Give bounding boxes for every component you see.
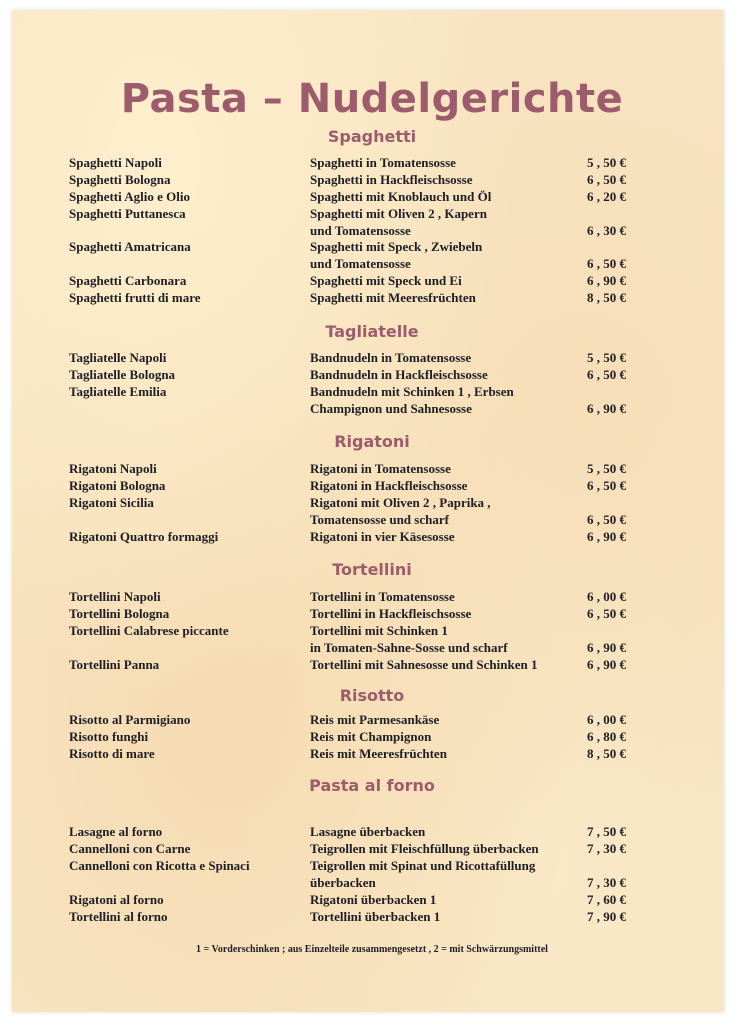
dish-price: 6 , 90 €: [587, 657, 626, 672]
dish-description: Teigrollen mit Fleischfüllung überbacken: [310, 841, 539, 856]
dish-description: überbacken: [310, 875, 376, 890]
dish-price: 8 , 50 €: [587, 290, 626, 305]
dish-name: Risotto funghi: [69, 729, 149, 744]
dish-description: Spaghetti in Hackfleischsosse: [310, 172, 473, 187]
dish-description: Rigatoni überbacken 1: [310, 892, 437, 907]
dish-description: Reis mit Meeresfrüchten: [310, 746, 447, 761]
dish-name: Risotto al Parmigiano: [69, 712, 191, 727]
dish-price: 5 , 50 €: [587, 461, 626, 476]
dish-price: 6 , 50 €: [587, 256, 626, 271]
dish-price: 6 , 00 €: [587, 712, 626, 727]
dish-price: 6 , 30 €: [587, 223, 626, 238]
section-title: Tagliatelle: [325, 322, 419, 341]
dish-description: Tortellini mit Sahnesosse und Schinken 1: [310, 657, 538, 672]
dish-description: Tortellini überbacken 1: [310, 909, 441, 924]
dish-price: 7 , 60 €: [587, 892, 626, 907]
dish-description: Tortellini in Hackfleischsosse: [310, 606, 472, 621]
dish-price: 6 , 80 €: [587, 729, 626, 744]
dish-name: Cannelloni con Carne: [69, 841, 191, 856]
dish-description: Tortellini mit Schinken 1: [310, 623, 448, 638]
dish-description: Spaghetti mit Speck , Zwiebeln: [310, 239, 483, 254]
dish-name: Spaghetti Aglio e Olio: [69, 189, 190, 204]
dish-price: 6 , 50 €: [587, 367, 626, 382]
dish-price: 5 , 50 €: [587, 155, 626, 170]
section-title: Spaghetti: [327, 127, 417, 146]
dish-name: Cannelloni con Ricotta e Spinaci: [69, 858, 250, 873]
dish-description: Rigatoni mit Oliven 2 , Paprika ,: [310, 495, 491, 510]
section-title: Tortellini: [332, 560, 412, 579]
dish-name: Tortellini Bologna: [69, 606, 170, 621]
dish-description: Spaghetti in Tomatensosse: [310, 155, 456, 170]
footnote: 1 = Vorderschinken ; aus Einzelteile zusammengesetzt , 2 = mit Schwärzungsmittel: [196, 944, 548, 955]
dish-name: Spaghetti frutti di mare: [69, 290, 201, 305]
dish-name: Rigatoni Napoli: [69, 461, 157, 476]
dish-description: Rigatoni in Tomatensosse: [310, 461, 451, 476]
dish-name: Lasagne al forno: [69, 824, 163, 839]
dish-name: Tortellini al forno: [69, 909, 168, 924]
dish-name: Spaghetti Puttanesca: [69, 206, 186, 221]
dish-price: 6 , 50 €: [587, 172, 626, 187]
dish-price: 6 , 50 €: [587, 478, 626, 493]
dish-price: 6 , 90 €: [587, 401, 626, 416]
dish-description: in Tomaten-Sahne-Sosse und scharf: [310, 640, 508, 655]
dish-description: Reis mit Champignon: [310, 729, 432, 744]
dish-name: Tortellini Panna: [69, 657, 160, 672]
dish-price: 7 , 30 €: [587, 875, 626, 890]
dish-price: 6 , 00 €: [587, 589, 626, 604]
dish-description: Tomatensosse und scharf: [310, 512, 449, 527]
dish-description: Tortellini in Tomatensosse: [310, 589, 455, 604]
dish-description: Teigrollen mit Spinat und Ricottafüllung: [310, 858, 536, 873]
dish-name: Risotto di mare: [69, 746, 155, 761]
dish-name: Tagliatelle Napoli: [69, 350, 167, 365]
dish-description: Reis mit Parmesankäse: [310, 712, 440, 727]
dish-description: Rigatoni in vier Käsesosse: [310, 529, 455, 544]
dish-price: 8 , 50 €: [587, 746, 626, 761]
dish-name: Tortellini Napoli: [69, 589, 161, 604]
page-title: Pasta – Nudelgerichte: [120, 76, 624, 122]
dish-name: Spaghetti Bologna: [69, 172, 171, 187]
dish-name: Rigatoni Sicilia: [69, 495, 154, 510]
section-title: Pasta al forno: [309, 776, 435, 795]
dish-name: Tagliatelle Bologna: [69, 367, 176, 382]
dish-price: 7 , 90 €: [587, 909, 626, 924]
dish-description: Rigatoni in Hackfleischsosse: [310, 478, 468, 493]
section-title: Risotto: [339, 686, 405, 705]
dish-price: 6 , 90 €: [587, 640, 626, 655]
dish-price: 6 , 20 €: [587, 189, 626, 204]
dish-name: Spaghetti Amatricana: [69, 239, 191, 254]
dish-price: 7 , 50 €: [587, 824, 626, 839]
dish-description: Spaghetti mit Oliven 2 , Kapern: [310, 206, 487, 221]
dish-price: 6 , 50 €: [587, 512, 626, 527]
dish-description: Bandnudeln mit Schinken 1 , Erbsen: [310, 384, 514, 399]
dish-price: 5 , 50 €: [587, 350, 626, 365]
dish-name: Spaghetti Napoli: [69, 155, 162, 170]
dish-description: Spaghetti mit Knoblauch und Öl: [310, 189, 492, 204]
dish-price: 7 , 30 €: [587, 841, 626, 856]
dish-price: 6 , 90 €: [587, 529, 626, 544]
dish-description: Lasagne überbacken: [310, 824, 426, 839]
dish-description: Bandnudeln in Tomatensosse: [310, 350, 472, 365]
dish-description: Spaghetti mit Meeresfrüchten: [310, 290, 476, 305]
dish-description: Bandnudeln in Hackfleischsosse: [310, 367, 488, 382]
dish-name: Tagliatelle Emilia: [69, 384, 167, 399]
dish-name: Spaghetti Carbonara: [69, 273, 187, 288]
dish-description: und Tomatensosse: [310, 256, 411, 271]
dish-price: 6 , 50 €: [587, 606, 626, 621]
dish-name: Rigatoni Quattro formaggi: [69, 529, 219, 544]
dish-description: Spaghetti mit Speck und Ei: [310, 273, 462, 288]
dish-name: Rigatoni Bologna: [69, 478, 166, 493]
dish-price: 6 , 90 €: [587, 273, 626, 288]
section-title: Rigatoni: [334, 432, 410, 451]
dish-name: Rigatoni al forno: [69, 892, 164, 907]
dish-name: Tortellini Calabrese piccante: [69, 623, 229, 638]
dish-description: und Tomatensosse: [310, 223, 411, 238]
dish-description: Champignon und Sahnesosse: [310, 401, 472, 416]
